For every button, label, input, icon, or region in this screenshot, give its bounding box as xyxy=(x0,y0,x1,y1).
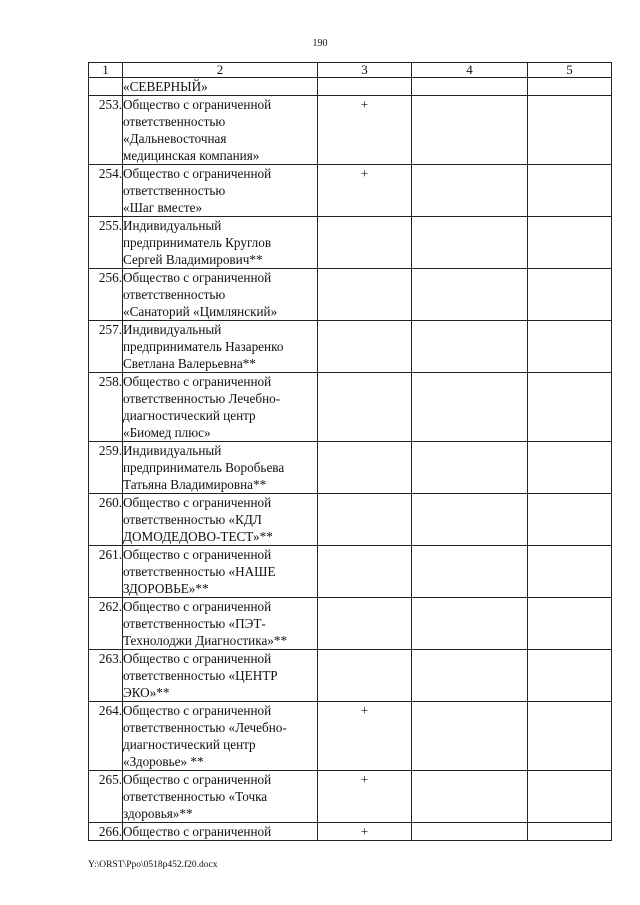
name-line: здоровья»** xyxy=(123,806,193,821)
name-line: ЭКО»** xyxy=(123,685,170,700)
table-row xyxy=(89,442,612,494)
organization-name xyxy=(123,217,318,269)
organization-name xyxy=(123,702,318,771)
name-line: Общество с ограниченной xyxy=(123,270,272,285)
col3-mark xyxy=(318,269,412,321)
page-number: 190 xyxy=(312,38,328,49)
organization-name xyxy=(123,321,318,373)
table-row xyxy=(89,165,612,217)
name-line: «Санаторий «Цимлянский» xyxy=(123,304,278,319)
col5-cell xyxy=(528,96,612,165)
organization-name xyxy=(123,823,318,841)
col3-mark xyxy=(318,442,412,494)
table-row xyxy=(89,771,612,823)
name-line: диагностический центр xyxy=(123,737,256,752)
row-number: 262. xyxy=(89,598,123,650)
col3-mark xyxy=(318,598,412,650)
organization-name xyxy=(123,96,318,165)
name-line: ответственностью «ЦЕНТР xyxy=(123,668,278,683)
name-line: ответственностью xyxy=(123,183,226,198)
col5-cell xyxy=(528,771,612,823)
name-line: «Биомед плюс» xyxy=(123,425,211,440)
table-row xyxy=(89,823,612,841)
name-line: предприниматель Назаренко xyxy=(123,339,284,354)
name-line: ответственностью «ПЭТ- xyxy=(123,616,266,631)
col5-cell xyxy=(528,373,612,442)
col4-cell xyxy=(412,702,528,771)
name-line: Общество с ограниченной xyxy=(123,599,272,614)
col4-cell xyxy=(412,217,528,269)
name-line: Технолоджи Диагностика»** xyxy=(123,633,288,648)
name-line: Общество с ограниченной xyxy=(123,495,272,510)
name-line: Общество с ограниченной xyxy=(123,651,272,666)
name-line: ответственностью «КДЛ xyxy=(123,512,262,527)
table-row xyxy=(89,321,612,373)
row-number: 255. xyxy=(89,217,123,269)
organization-name xyxy=(123,494,318,546)
name-line: ответственностью «НАШЕ xyxy=(123,564,276,579)
table-row xyxy=(89,78,612,96)
name-line: «Дальневосточная xyxy=(123,131,227,146)
col4-cell xyxy=(412,96,528,165)
footer-file-path: Y:\ORST\Ppo\0518p452.f20.docx xyxy=(88,860,218,870)
organization-name xyxy=(123,78,318,96)
col4-cell xyxy=(412,598,528,650)
col4-cell xyxy=(412,650,528,702)
name-line: ЗДОРОВЬЕ»** xyxy=(123,581,209,596)
header-col-1: 1 xyxy=(89,63,123,78)
row-number: 260. xyxy=(89,494,123,546)
col5-cell xyxy=(528,165,612,217)
col4-cell xyxy=(412,546,528,598)
organization-name xyxy=(123,165,318,217)
col3-mark: + xyxy=(318,823,412,841)
col3-mark xyxy=(318,373,412,442)
name-line: Общество с ограниченной xyxy=(123,374,272,389)
name-line: Общество с ограниченной xyxy=(123,166,272,181)
table-row xyxy=(89,598,612,650)
name-line: ответственностью «Точка xyxy=(123,789,268,804)
col3-mark: + xyxy=(318,96,412,165)
name-line: ответственностью xyxy=(123,287,226,302)
col5-cell xyxy=(528,321,612,373)
col4-cell xyxy=(412,494,528,546)
col3-mark: + xyxy=(318,165,412,217)
col4-cell xyxy=(412,78,528,96)
table-row xyxy=(89,650,612,702)
col5-cell xyxy=(528,78,612,96)
organization-name xyxy=(123,771,318,823)
row-number: 265. xyxy=(89,771,123,823)
table-row xyxy=(89,96,612,165)
name-line: Общество с ограниченной xyxy=(123,824,272,839)
col4-cell xyxy=(412,165,528,217)
organization-name xyxy=(123,546,318,598)
row-number: 259. xyxy=(89,442,123,494)
organization-name xyxy=(123,442,318,494)
name-line: Общество с ограниченной xyxy=(123,97,272,112)
table-row xyxy=(89,702,612,771)
header-col-3: 3 xyxy=(318,63,412,78)
header-row xyxy=(89,63,612,78)
col4-cell xyxy=(412,442,528,494)
name-line: Общество с ограниченной xyxy=(123,772,272,787)
col4-cell xyxy=(412,823,528,841)
organization-name xyxy=(123,598,318,650)
col5-cell xyxy=(528,823,612,841)
col5-cell xyxy=(528,598,612,650)
row-number: 263. xyxy=(89,650,123,702)
table-body xyxy=(89,78,612,841)
col3-mark xyxy=(318,217,412,269)
organization-name xyxy=(123,269,318,321)
col3-mark xyxy=(318,78,412,96)
row-number: 258. xyxy=(89,373,123,442)
col4-cell xyxy=(412,373,528,442)
table-row xyxy=(89,217,612,269)
name-line: «СЕВЕРНЫЙ» xyxy=(123,79,208,94)
table-row xyxy=(89,373,612,442)
name-line: Сергей Владимирович** xyxy=(123,252,263,267)
name-line: Общество с ограниченной xyxy=(123,703,272,718)
organization-name xyxy=(123,373,318,442)
col5-cell xyxy=(528,494,612,546)
row-number: 256. xyxy=(89,269,123,321)
col5-cell xyxy=(528,217,612,269)
registry-table xyxy=(88,62,612,841)
row-number: 253. xyxy=(89,96,123,165)
name-line: Светлана Валерьевна** xyxy=(123,356,256,371)
col3-mark xyxy=(318,321,412,373)
col5-cell xyxy=(528,702,612,771)
name-line: Индивидуальный xyxy=(123,218,222,233)
row-number: 266. xyxy=(89,823,123,841)
name-line: диагностический центр xyxy=(123,408,256,423)
row-number: 257. xyxy=(89,321,123,373)
name-line: ответственностью xyxy=(123,114,226,129)
col5-cell xyxy=(528,269,612,321)
col4-cell xyxy=(412,771,528,823)
name-line: ответственностью Лечебно- xyxy=(123,391,281,406)
table-row xyxy=(89,546,612,598)
name-line: ответственностью «Лечебно- xyxy=(123,720,287,735)
col3-mark: + xyxy=(318,702,412,771)
name-line: медицинская компания» xyxy=(123,148,260,163)
name-line: предприниматель Круглов xyxy=(123,235,272,250)
name-line: Татьяна Владимировна** xyxy=(123,477,267,492)
col5-cell xyxy=(528,442,612,494)
header-col-2: 2 xyxy=(123,63,318,78)
name-line: Индивидуальный xyxy=(123,443,222,458)
row-number: 254. xyxy=(89,165,123,217)
organization-name xyxy=(123,650,318,702)
row-number xyxy=(89,78,123,96)
name-line: Индивидуальный xyxy=(123,322,222,337)
table-row xyxy=(89,494,612,546)
name-line: ДОМОДЕДОВО-ТЕСТ»** xyxy=(123,529,273,544)
name-line: «Шаг вместе» xyxy=(123,200,203,215)
col5-cell xyxy=(528,546,612,598)
col4-cell xyxy=(412,321,528,373)
name-line: Общество с ограниченной xyxy=(123,547,272,562)
row-number: 264. xyxy=(89,702,123,771)
header-col-4: 4 xyxy=(412,63,528,78)
row-number: 261. xyxy=(89,546,123,598)
col3-mark xyxy=(318,650,412,702)
col4-cell xyxy=(412,269,528,321)
table-row xyxy=(89,269,612,321)
col3-mark xyxy=(318,546,412,598)
header-col-5: 5 xyxy=(528,63,612,78)
col3-mark: + xyxy=(318,771,412,823)
name-line: предприниматель Воробьева xyxy=(123,460,285,475)
name-line: «Здоровье» ** xyxy=(123,754,204,769)
col3-mark xyxy=(318,494,412,546)
col5-cell xyxy=(528,650,612,702)
